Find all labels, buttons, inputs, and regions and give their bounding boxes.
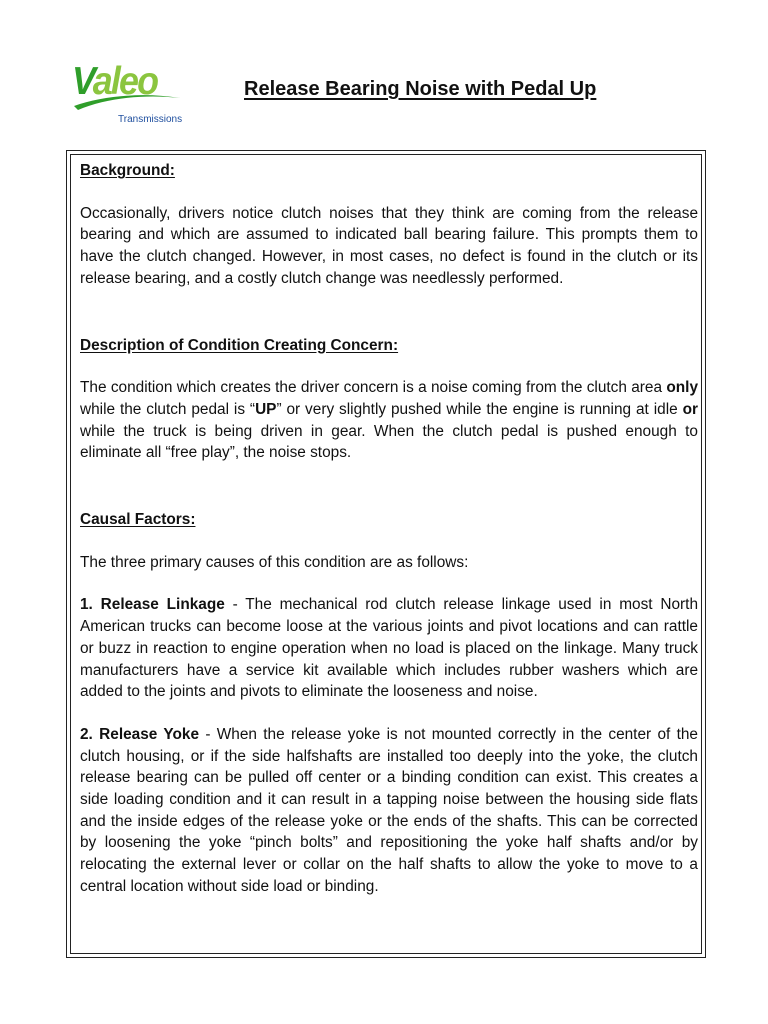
causal-item-label: 2. Release Yoke [80, 725, 200, 743]
description-bold-up: UP [255, 400, 277, 418]
causal-item-release-yoke [80, 724, 698, 898]
causal-item-release-linkage [80, 594, 698, 703]
logo-wordmark-first: V [72, 60, 93, 103]
description-paragraph [80, 377, 698, 464]
causal-heading: Causal Factors: [80, 511, 196, 529]
logo-wordmark-rest: aleo [92, 60, 158, 103]
background-heading: Background: [80, 162, 175, 179]
valeo-logo [72, 62, 184, 128]
description-bold-only: only [666, 379, 698, 397]
causal-item-text: - When the release yoke is not mounted correctly in the center of the clutch housing, or if the side halfshafts are installed too deeply into the yoke, the clutch release bearing can be pulled off center or a binding condition can exist. This creates a side loading condition and it can result in a tapping noise between the housing side flats and the inside edges of the release yoke or the ends of the shafts. This can be corrected by loosening the yoke “pinch bolts” and repositioning the yoke half shafts and/or by relocating the external lever or collar on the half shafts to allow the yoke to move to a central location without side load or binding. [80, 725, 698, 895]
document-body [80, 160, 698, 898]
description-text-4: while the truck is being driven in gear. When the clutch pedal is pushed enough to eliminate all “free play”, the noise stops. [80, 422, 698, 462]
logo-subtitle: Transmissions [118, 114, 183, 125]
description-text-3: ” or very slightly pushed while the engine is running at idle [276, 400, 683, 418]
description-text-2: while the clutch pedal is “ [80, 400, 256, 418]
description-text-1: The condition which creates the driver concern is a noise coming from the clutch area [80, 379, 667, 397]
logo-wordmark [72, 62, 157, 101]
description-bold-or: or [682, 400, 698, 418]
background-paragraph: Occasionally, drivers notice clutch noises that they think are coming from the release bearing and which are assumed to indicated ball bearing failure. This prompts them to have the clutch changed. However, in most cases, no defect is found in the clutch or its release bearing, and a costly clutch change was needlessly performed. [80, 204, 698, 287]
causal-intro: The three primary causes of this condition are as follows: [80, 553, 469, 571]
causal-item-label: 1. Release Linkage [80, 596, 225, 614]
description-heading: Description of Condition Creating Concern: [80, 336, 399, 354]
page-title: Release Bearing Noise with Pedal Up [244, 78, 597, 100]
causal-item-text: - The mechanical rod clutch release linkage used in most North American trucks can become loose at the various joints and pivot locations and can rattle or buzz in reaction to engine operation when no load is placed on the linkage. Many truck manufacturers have a service kit available which includes rubber washers which are added to the joints and pivots to eliminate the looseness and noise. [80, 596, 698, 701]
